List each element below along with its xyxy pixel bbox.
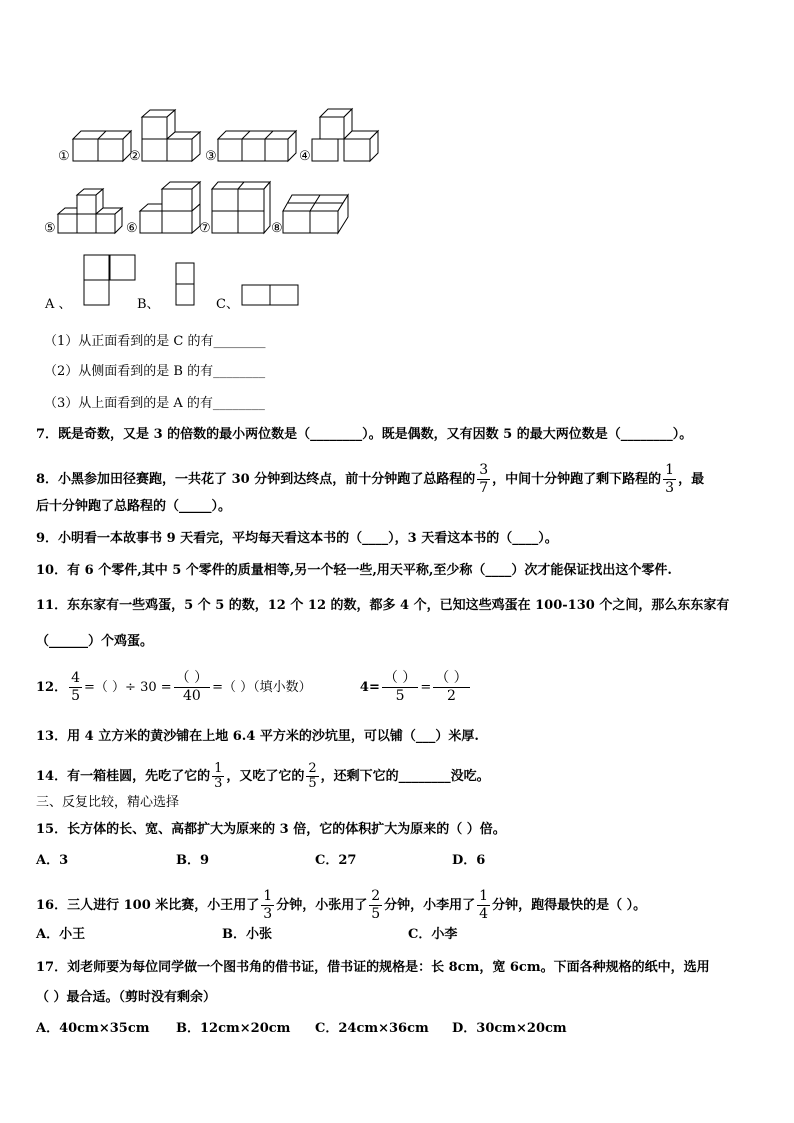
question-8-line1: 8．小黑参加田径赛跑，一共花了 30 分钟到达终点，前十分钟跑了总路程的 $\frac{3}{7}$ ，中间十分钟跑了剩下路程的 $\frac{1}{3}$ ，最 [36, 462, 705, 496]
q16-option-c[interactable]: C．小李 [408, 927, 458, 942]
figure-4-cubes [312, 109, 378, 161]
figure-label-5: ⑤ [44, 221, 56, 236]
option-a-label: A 、 [45, 297, 72, 312]
cube-figures [0, 0, 794, 320]
fraction-4-5: $\frac{4}{5}$ [71, 670, 81, 704]
question-7: 7．既是奇数，又是 3 的倍数的最小两位数是（________）。既是偶数，又有因数 5 的最大两位数是（________）。 [36, 427, 693, 442]
figure-label-8: ⑧ [271, 221, 283, 236]
question-9: 9．小明看一本故事书 9 天看完，平均每天看这本书的（____），3 天看这本书的（____）。 [36, 531, 558, 546]
figure-8-cubes [283, 195, 348, 233]
option-b-view [176, 263, 194, 305]
figure-label-6: ⑥ [126, 221, 138, 236]
figure-label-7: ⑦ [199, 221, 211, 236]
question-15: 15．长方体的长、宽、高都扩大为原来的 3 倍，它的体积扩大为原来的（ ）倍。 [36, 822, 506, 837]
fraction-2-5: $\frac{2}{5}$ [371, 888, 381, 922]
question-11-line1: 11．东东家有一些鸡蛋，5 个 5 的数，12 个 12 的数，都多 4 个，已知这些鸡蛋在 100-130 个之间，那么东东家有 [36, 598, 730, 613]
question-11-line2: （______）个鸡蛋。 [36, 634, 154, 649]
fraction-blank-2: $\frac{( )}{2}$ [435, 670, 468, 704]
q17-option-c[interactable]: C．24cm×36cm [315, 1021, 429, 1036]
q15-option-d[interactable]: D．6 [452, 853, 486, 868]
fraction-1-3: $\frac{1}{3}$ [214, 761, 223, 791]
fraction-1-4: $\frac{1}{4}$ [479, 888, 489, 922]
question-10: 10．有 6 个零件,其中 5 个零件的质量相等,另一个轻一些,用天平称,至少称（____）次才能保证找出这个零件. [36, 563, 672, 578]
fraction-1-3: $\frac{1}{3}$ [665, 462, 675, 496]
fraction-3-7: $\frac{3}{7}$ [479, 462, 489, 496]
option-c-label: C、 [216, 297, 239, 312]
figure-label-3: ③ [205, 149, 217, 164]
question-17-line1: 17．刘老师要为每位同学做一个图书角的借书证，借书证的规格是：长 8cm，宽 6cm。下面各种规格的纸中，选用 [36, 960, 710, 975]
question-13: 13．用 4 立方米的黄沙铺在上地 6.4 平方米的沙坑里，可以铺（___）米厚. [36, 729, 479, 744]
figure-2-cubes [142, 110, 200, 161]
figure-label-1: ① [58, 149, 70, 164]
fraction-2-5: $\frac{2}{5}$ [308, 761, 317, 791]
question-14: 14．有一箱桂圆，先吃了它的 $\frac{1}{3}$ ，又吃了它的 $\frac{2}{5}$ ，还剩下它的________没吃。 [36, 761, 490, 791]
fraction-1-3: $\frac{1}{3}$ [263, 888, 273, 922]
view-question-2: （2）从侧面看到的是 B 的有________ [44, 364, 266, 379]
figure-5-cubes [58, 189, 122, 233]
q17-option-d[interactable]: D．30cm×20cm [452, 1021, 567, 1036]
figure-label-2: ② [129, 149, 141, 164]
question-12: 12． $\frac{4}{5}$ =（ ）÷ 30 = $\frac{( )}{40}$ =（ ）（填小数） 4= $\frac{( )}{5}$ = $\frac{( )}{2}$ [36, 670, 468, 704]
option-a-view [84, 255, 135, 305]
question-16: 16．三人进行 100 米比赛，小王用了 $\frac{1}{3}$ 分钟，小张用了 $\frac{2}{5}$ 分钟，小李用了 $\frac{1}{4}$ 分钟，跑得最快的是（ ）。 [36, 888, 647, 922]
view-question-1: （1）从正面看到的是 C 的有________ [44, 334, 266, 349]
fraction-blank-5: $\frac{( )}{5}$ [383, 670, 417, 704]
fraction-blank-40: $\frac{( )}{40}$ [175, 670, 209, 704]
view-question-3: （3）从上面看到的是 A 的有________ [44, 396, 265, 411]
figure-6-cubes [140, 182, 200, 233]
section-3-heading: 三、反复比较，精心选择 [36, 795, 180, 810]
option-c-view [242, 285, 298, 305]
question-8-line2: 后十分钟跑了总路程的（_____）。 [36, 499, 232, 514]
figure-label-4: ④ [299, 149, 311, 164]
q17-option-a[interactable]: A．40cm×35cm [36, 1021, 150, 1036]
q16-option-b[interactable]: B．小张 [222, 927, 272, 942]
figure-1-cubes [73, 131, 131, 161]
figure-7-cubes [212, 182, 270, 233]
q15-option-b[interactable]: B．9 [176, 853, 210, 868]
figure-3-cubes [218, 131, 296, 161]
q15-option-c[interactable]: C．27 [315, 853, 357, 868]
q15-option-a[interactable]: A．3 [36, 853, 69, 868]
q16-option-a[interactable]: A．小王 [36, 927, 86, 942]
question-17-line2: （ ）最合适。（剪时没有剩余） [36, 990, 217, 1005]
q17-option-b[interactable]: B．12cm×20cm [176, 1021, 291, 1036]
option-b-label: B、 [137, 297, 160, 312]
